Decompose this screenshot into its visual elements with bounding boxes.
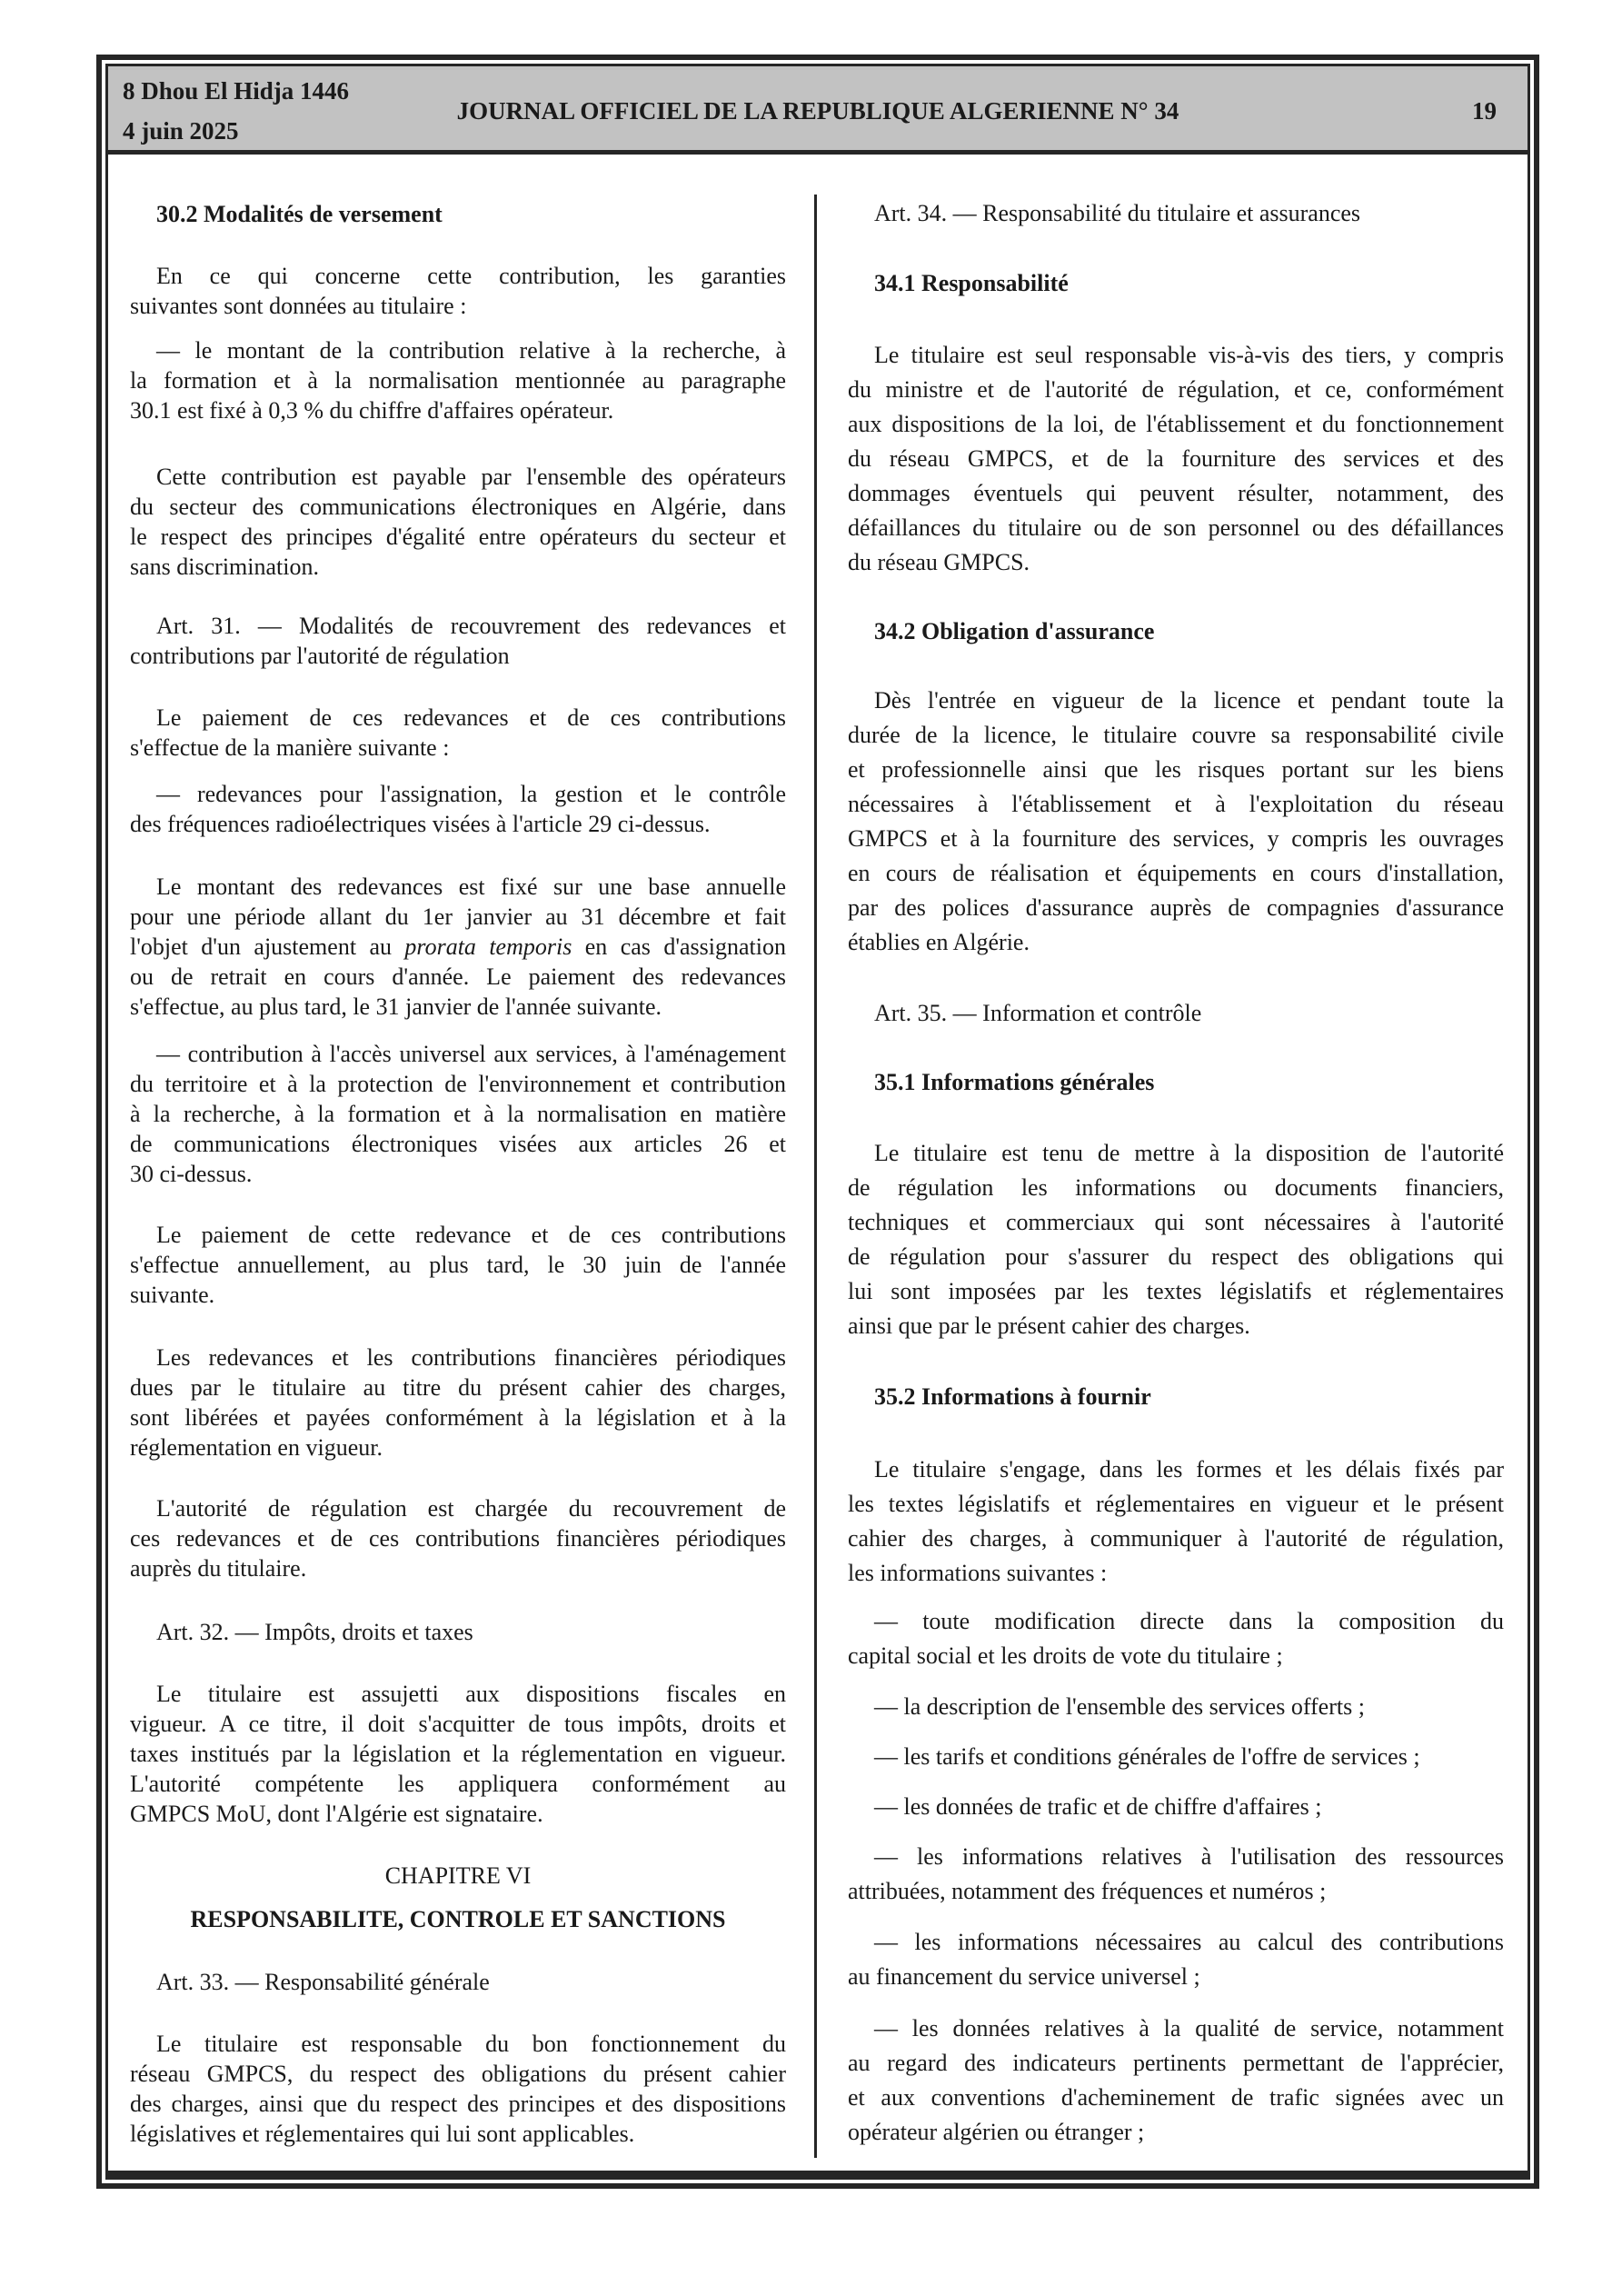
text-line <box>130 1280 786 1310</box>
text-line <box>848 1309 1504 1343</box>
text-line-content: — les données relatives à la qualité de service, notamment <box>874 2015 1504 2041</box>
text-line <box>130 1679 786 1709</box>
text-line <box>130 872 786 902</box>
text-line-content: s'effectue de la manière suivante : <box>130 734 450 761</box>
paragraph <box>848 1740 1504 1774</box>
text-line <box>848 2081 1504 2115</box>
text-line <box>130 2059 786 2089</box>
text-line <box>848 2046 1504 2081</box>
text-line-content: CHAPITRE VI <box>384 1862 532 1889</box>
text-line-content: du ministre et de l'autorité de régulation, et ce, conformément <box>848 376 1504 403</box>
text-line <box>130 1967 786 1997</box>
text-line <box>130 1373 786 1403</box>
text-line-content: du réseau GMPCS, et de la fourniture des services et des <box>848 445 1504 472</box>
paragraph <box>130 335 786 425</box>
text-line <box>130 1403 786 1433</box>
paragraph <box>848 1790 1504 1824</box>
text-line-content: vigueur. A ce titre, il doit s'acquitter de tous impôts, droits et <box>130 1711 786 1737</box>
text-line <box>130 1799 786 1829</box>
text-line-content: cahier des charges, à communiquer à l'autorité de régulation, <box>848 1525 1504 1552</box>
text-line <box>848 1639 1504 1673</box>
text-line-content: capital social et les droits de vote du titulaire ; <box>848 1642 1283 1669</box>
text-line <box>848 1925 1504 1960</box>
text-line-content: — contribution à l'accès universel aux services, à l'aménagement <box>156 1041 786 1067</box>
paragraph <box>130 462 786 582</box>
text-line <box>848 373 1504 407</box>
text-line <box>848 545 1504 580</box>
text-line-content: Le titulaire est assujetti aux dispositions fiscales en <box>156 1681 786 1707</box>
text-line <box>130 1159 786 1189</box>
text-line-content: législatives et réglementaires qui lui sont applicables. <box>130 2121 635 2147</box>
text-line-content: 34.2 Obligation d'assurance <box>874 618 1155 644</box>
text-line-content: dues par le titulaire au titre du présent cahier des charges, <box>130 1374 786 1401</box>
paragraph <box>130 1220 786 1310</box>
paragraph <box>848 1925 1504 1994</box>
text-line-content: GMPCS MoU, dont l'Algérie est signataire. <box>130 1801 543 1827</box>
text-line-content: — les tarifs et conditions générales de l'offre de services ; <box>874 1743 1420 1770</box>
text-line <box>130 1739 786 1769</box>
text-line <box>130 1553 786 1583</box>
text-line-content: et aux conventions d'acheminement de trafic signées avec un <box>848 2084 1504 2111</box>
text-line <box>130 1523 786 1553</box>
text-segment: en cas d'assignation <box>572 933 786 960</box>
text-line-content: de régulation pour s'assurer du respect des obligations qui <box>848 1243 1504 1270</box>
paragraph <box>848 1840 1504 1909</box>
text-line <box>130 962 786 992</box>
text-line <box>130 552 786 582</box>
text-line-content: du territoire et à la protection de l'environnement et contribution <box>130 1071 786 1097</box>
text-line <box>130 2119 786 2149</box>
text-line <box>130 733 786 763</box>
text-line-content: — redevances pour l'assignation, la gestion et le contrôle <box>156 781 786 807</box>
paragraph <box>130 1967 786 1997</box>
text-segment: l'objet d'un ajustement au <box>130 933 405 960</box>
text-line <box>848 1065 1504 1100</box>
text-line <box>130 1617 786 1647</box>
text-line <box>848 196 1504 231</box>
paragraph <box>130 779 786 839</box>
text-line <box>848 1556 1504 1591</box>
text-line-content: L'autorité de régulation est chargée du recouvrement de <box>156 1495 786 1522</box>
text-line-content: — le montant de la contribution relative à la recherche, à <box>156 337 786 364</box>
text-line <box>130 335 786 365</box>
text-line <box>848 511 1504 545</box>
text-line-content: suivante. <box>130 1282 215 1308</box>
text-line <box>848 1205 1504 1240</box>
text-line-content: en cours de réalisation et équipements en cours d'installation, <box>848 860 1504 886</box>
text-line-content: GMPCS et à la fourniture des services, y compris les ouvrages <box>848 825 1504 852</box>
text-line <box>848 822 1504 856</box>
text-line <box>848 1487 1504 1522</box>
text-line-content: les textes législatifs et réglementaires en vigueur et le présent <box>848 1491 1504 1517</box>
text-line-content: — les informations nécessaires au calcul des contributions <box>874 1929 1504 1955</box>
text-line <box>130 1709 786 1739</box>
text-line <box>848 614 1504 649</box>
text-line-content: 30.1 est fixé à 0,3 % du chiffre d'affaires opérateur. <box>130 397 614 424</box>
text-line-content: L'autorité compétente les appliquera conformément au <box>130 1771 786 1797</box>
text-line-content: des charges, ainsi que du respect des principes et des dispositions <box>130 2091 786 2117</box>
text-line-content: Art. 34. — Responsabilité du titulaire et assurances <box>874 200 1361 226</box>
text-line-content: ou de retrait en cours d'année. Le paiement des redevances <box>130 963 786 990</box>
text-line-content: par des polices d'assurance auprès de compagnies d'assurance <box>848 894 1504 921</box>
text-line <box>130 1129 786 1159</box>
paragraph <box>848 196 1504 231</box>
italic-text: prorata temporis <box>404 933 572 960</box>
text-line <box>848 925 1504 960</box>
text-line <box>130 395 786 425</box>
text-line <box>130 992 786 1022</box>
text-line-content: s'effectue, au plus tard, le 31 janvier de l'année suivante. <box>130 993 662 1020</box>
text-line-content: Le titulaire est responsable du bon fonctionnement du <box>156 2031 786 2057</box>
paragraph <box>130 1493 786 1583</box>
text-line <box>848 684 1504 718</box>
text-line <box>848 2011 1504 2046</box>
text-line-content: lui sont imposées par les textes législatifs et réglementaires <box>848 1278 1504 1304</box>
text-line <box>848 476 1504 511</box>
text-line <box>130 1433 786 1462</box>
text-line <box>848 1874 1504 1909</box>
text-line <box>130 261 786 291</box>
text-line <box>848 1740 1504 1774</box>
text-line-content: des fréquences radioélectriques visées à l'article 29 ci-dessus. <box>130 811 711 837</box>
text-line-content: auprès du titulaire. <box>130 1555 307 1582</box>
text-line <box>848 1522 1504 1556</box>
text-line-content: opérateur algérien ou étranger ; <box>848 2119 1145 2145</box>
text-line-content: défaillances du titulaire ou de son personnel ou des défaillances <box>848 514 1504 541</box>
text-line-content: s'effectue annuellement, au plus tard, le 30 juin de l'année <box>130 1252 786 1278</box>
text-line-content: — la description de l'ensemble des services offerts ; <box>874 1693 1365 1720</box>
text-line <box>130 2029 786 2059</box>
text-line <box>130 492 786 522</box>
text-line-content: au financement du service universel ; <box>848 1963 1200 1990</box>
chapter-title <box>130 1904 786 1934</box>
text-line-content: ces redevances et de ces contributions financières périodiques <box>130 1525 786 1552</box>
text-line <box>130 1343 786 1373</box>
paragraph <box>848 1604 1504 1673</box>
text-line <box>130 1904 786 1934</box>
text-line-content: réseau GMPCS, du respect des obligations du présent cahier <box>130 2061 786 2087</box>
text-line-content: 30 ci-dessus. <box>130 1161 253 1187</box>
text-line-content: Le titulaire s'engage, dans les formes et les délais fixés par <box>874 1456 1504 1482</box>
text-line <box>848 338 1504 373</box>
text-line <box>848 1274 1504 1309</box>
text-line <box>848 266 1504 301</box>
text-line-content: taxes institués par la législation et la réglementation en vigueur. <box>130 1741 786 1767</box>
text-line <box>848 407 1504 442</box>
text-line-content: le respect des principes d'égalité entre opérateurs du secteur et <box>130 524 786 550</box>
text-line-content: Le titulaire est tenu de mettre à la disposition de l'autorité <box>874 1140 1504 1166</box>
section-heading <box>848 1380 1504 1414</box>
text-line <box>848 891 1504 925</box>
page-number: 19 <box>1472 97 1497 125</box>
text-line-content: durée de la licence, le titulaire couvre sa responsabilité civile <box>848 722 1504 748</box>
text-line-content: 35.1 Informations générales <box>874 1069 1155 1095</box>
section-heading <box>848 614 1504 649</box>
paragraph <box>130 611 786 671</box>
text-line-content: pour une période allant du 1er janvier au 31 décembre et fait <box>130 903 786 930</box>
text-line <box>130 291 786 321</box>
text-line-content: Le montant des redevances est fixé sur une base annuelle <box>156 873 786 900</box>
text-line-content: — les données de trafic et de chiffre d'affaires ; <box>874 1793 1322 1820</box>
text-line <box>848 1240 1504 1274</box>
text-line <box>130 1220 786 1250</box>
text-line <box>848 1452 1504 1487</box>
chapter-number <box>130 1861 786 1891</box>
text-line <box>848 1604 1504 1639</box>
text-line-content: RESPONSABILITE, CONTROLE ET SANCTIONS <box>190 1906 726 1932</box>
text-line-content: Le paiement de cette redevance et de ces contributions <box>156 1222 786 1248</box>
text-line <box>848 1380 1504 1414</box>
paragraph <box>848 1136 1504 1343</box>
text-line <box>130 641 786 671</box>
text-line <box>130 902 786 932</box>
paragraph <box>848 338 1504 580</box>
text-line-content: de régulation les informations ou documents financiers, <box>848 1174 1504 1201</box>
text-line-content: Art. 33. — Responsabilité générale <box>156 1969 490 1995</box>
text-line <box>848 2115 1504 2150</box>
text-line-content: 35.2 Informations à fournir <box>874 1383 1151 1410</box>
text-line-content: En ce qui concerne cette contribution, les garanties <box>156 263 786 289</box>
paragraph <box>848 1690 1504 1724</box>
text-line-content: Art. 31. — Modalités de recouvrement des redevances et <box>156 613 786 639</box>
paragraph <box>130 1343 786 1462</box>
paragraph <box>130 703 786 763</box>
text-line <box>130 199 786 229</box>
text-line-content: du secteur des communications électroniques en Algérie, dans <box>130 494 786 520</box>
text-line-content: les informations suivantes : <box>848 1560 1108 1586</box>
text-line-content: à la recherche, à la formation et à la normalisation en matière <box>130 1101 786 1127</box>
text-line <box>848 1171 1504 1205</box>
paragraph <box>130 1679 786 1829</box>
text-line-content: 30.2 Modalités de versement <box>156 201 443 227</box>
text-line-content <box>130 932 786 962</box>
text-line-content: — les informations relatives à l'utilisation des ressources <box>874 1843 1504 1870</box>
text-line <box>848 1690 1504 1724</box>
text-line-content: 34.1 Responsabilité <box>874 270 1069 296</box>
text-line-content: Dès l'entrée en vigueur de la licence et pendant toute la <box>874 687 1504 714</box>
text-line-content: Les redevances et les contributions financières périodiques <box>156 1344 786 1371</box>
section-heading <box>848 1065 1504 1100</box>
text-line <box>130 462 786 492</box>
text-line-content: suivantes sont données au titulaire : <box>130 293 467 319</box>
text-line <box>130 1039 786 1069</box>
header-date-gregorian: 4 juin 2025 <box>123 117 239 145</box>
text-line-content: de communications électroniques visées aux articles 26 et <box>130 1131 786 1157</box>
text-line <box>848 996 1504 1031</box>
text-line-content: établies en Algérie. <box>848 929 1030 955</box>
text-line <box>130 809 786 839</box>
header-title: JOURNAL OFFICIEL DE LA REPUBLIQUE ALGERIENNE N° 34 <box>456 97 1179 125</box>
paragraph <box>848 996 1504 1031</box>
text-line <box>130 1069 786 1099</box>
text-line <box>130 522 786 552</box>
paragraph <box>848 1452 1504 1591</box>
header-date-hijri: 8 Dhou El Hidja 1446 <box>123 77 350 105</box>
text-line-content: Le paiement de ces redevances et de ces contributions <box>156 704 786 731</box>
text-line <box>130 1099 786 1129</box>
text-line <box>130 703 786 733</box>
paragraph <box>130 1039 786 1189</box>
paragraph <box>130 2029 786 2149</box>
text-line <box>848 442 1504 476</box>
journal-header <box>108 66 1527 155</box>
text-line <box>848 1790 1504 1824</box>
text-line <box>130 2089 786 2119</box>
text-line-content: nécessaires à l'établissement et à l'exploitation du réseau <box>848 791 1504 817</box>
text-line-content: — toute modification directe dans la composition du <box>874 1608 1504 1634</box>
text-line-content: Le titulaire est seul responsable vis-à-vis des tiers, y compris <box>874 342 1504 368</box>
text-line-content: Art. 32. — Impôts, droits et taxes <box>156 1619 473 1645</box>
text-line-content: contributions par l'autorité de régulation <box>130 643 510 669</box>
section-heading <box>848 266 1504 301</box>
text-line <box>848 1960 1504 1994</box>
text-line-content: aux dispositions de la loi, de l'établissement et du fonctionnement <box>848 411 1504 437</box>
text-line <box>130 1861 786 1891</box>
text-line-content: dommages éventuels qui peuvent résulter, notamment, des <box>848 480 1504 506</box>
paragraph <box>130 872 786 1022</box>
text-line <box>848 787 1504 822</box>
text-line <box>848 1136 1504 1171</box>
paragraph <box>848 2011 1504 2150</box>
text-line <box>848 718 1504 753</box>
paragraph <box>848 684 1504 960</box>
text-line <box>130 1769 786 1799</box>
text-line-content: et professionnelle ainsi que les risques portant sur les biens <box>848 756 1504 783</box>
text-line-content: sont libérées et payées conformément à la législation et à la <box>130 1404 786 1431</box>
section-heading <box>130 199 786 229</box>
paragraph <box>130 1617 786 1647</box>
text-line-content: ainsi que par le présent cahier des charges. <box>848 1313 1250 1339</box>
paragraph <box>130 261 786 321</box>
text-line-content: réglementation en vigueur. <box>130 1434 383 1461</box>
text-line <box>130 611 786 641</box>
text-line <box>130 365 786 395</box>
text-line <box>130 779 786 809</box>
text-line <box>130 932 786 962</box>
text-line-content: techniques et commerciaux qui sont nécessaires à l'autorité <box>848 1209 1504 1235</box>
text-line-content: Art. 35. — Information et contrôle <box>874 1000 1202 1026</box>
text-line-content: sans discrimination. <box>130 554 319 580</box>
text-line-content: du réseau GMPCS. <box>848 549 1030 575</box>
text-line-content: au regard des indicateurs pertinents permettant de l'apprécier, <box>848 2050 1504 2076</box>
text-line <box>130 1250 786 1280</box>
column-divider <box>814 195 817 2158</box>
text-line-content: Cette contribution est payable par l'ensemble des opérateurs <box>156 464 786 490</box>
text-line <box>130 1493 786 1523</box>
text-line <box>848 1840 1504 1874</box>
text-line-content: attribuées, notamment des fréquences et numéros ; <box>848 1878 1327 1904</box>
text-line <box>848 856 1504 891</box>
text-line <box>848 753 1504 787</box>
text-line-content: la formation et à la normalisation mentionnée au paragraphe <box>130 367 786 394</box>
